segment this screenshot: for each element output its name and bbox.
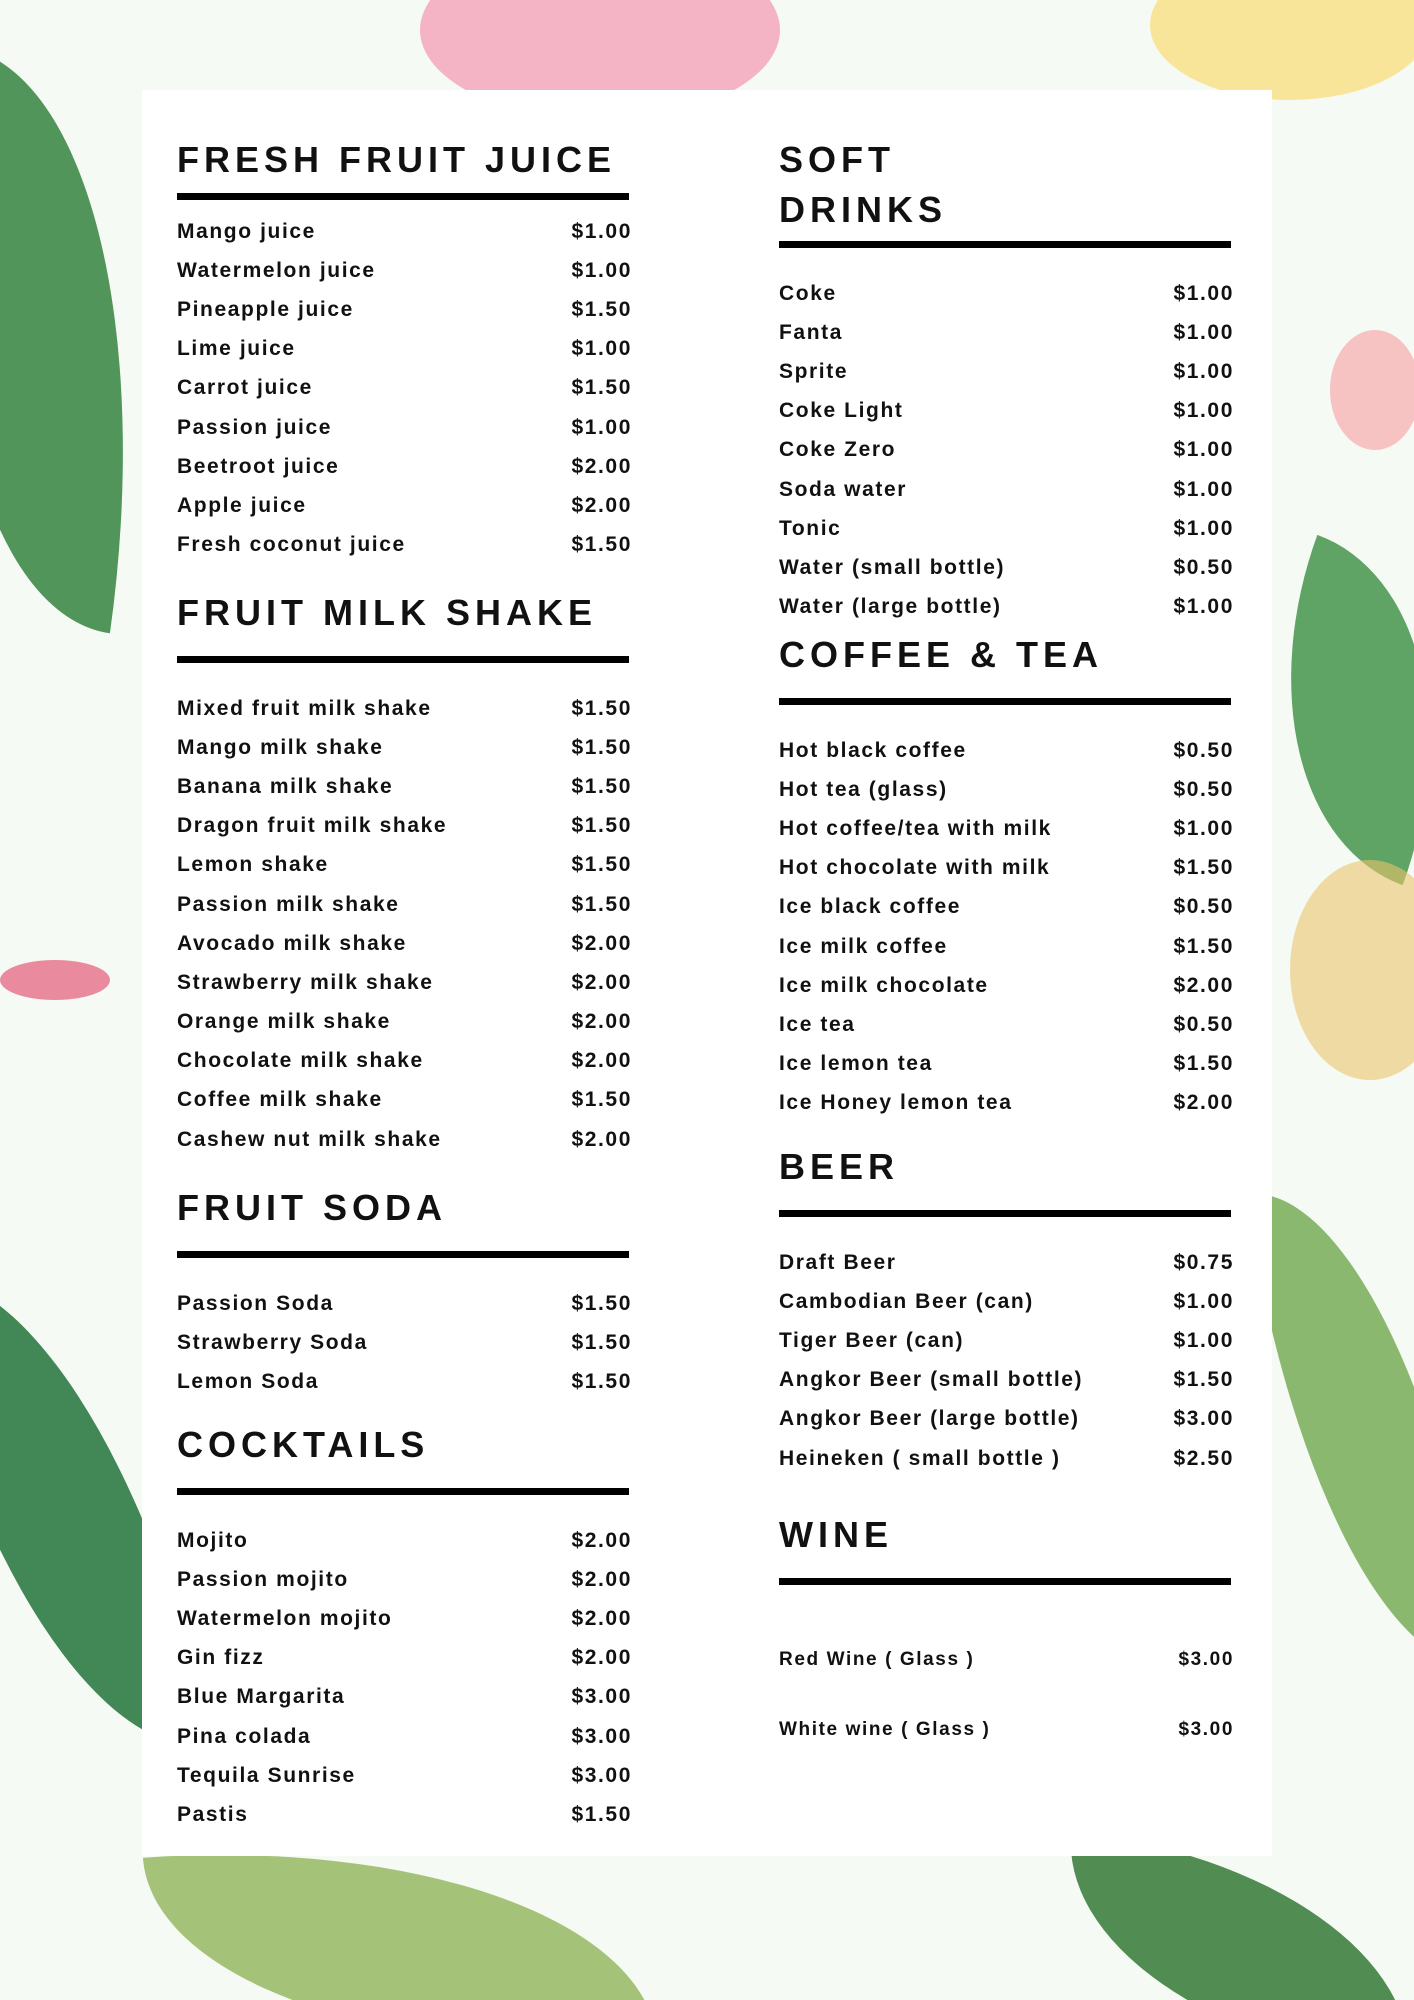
menu-item xyxy=(779,1625,1234,1695)
menu-section-fresh-fruit-juice xyxy=(177,135,632,565)
menu-item-price: $1.00 xyxy=(1173,1289,1234,1313)
menu-item-name: Dragon fruit milk shake xyxy=(177,814,448,838)
menu-item xyxy=(779,313,1234,352)
menu-item xyxy=(177,290,632,329)
menu-item-price: $1.50 xyxy=(571,533,632,557)
section-divider xyxy=(779,1578,1231,1585)
menu-item-price: $1.00 xyxy=(571,258,632,282)
menu-item-name: Heineken ( small bottle ) xyxy=(779,1446,1061,1470)
section-divider xyxy=(177,1488,629,1495)
section-divider xyxy=(177,656,629,663)
menu-item-price: $1.50 xyxy=(1173,856,1234,880)
menu-item xyxy=(177,1717,632,1756)
menu-item-price: $1.00 xyxy=(1173,816,1234,840)
menu-item-list xyxy=(177,1521,632,1835)
menu-item-name: Soda water xyxy=(779,477,908,501)
menu-item-price: $2.00 xyxy=(571,493,632,517)
menu-item xyxy=(177,846,632,885)
menu-item xyxy=(177,1560,632,1599)
menu-item-name: Lime juice xyxy=(177,337,296,361)
menu-item-name: Ice milk chocolate xyxy=(779,973,989,997)
menu-item-name: Water (small bottle) xyxy=(779,555,1006,579)
menu-item-name: Avocado milk shake xyxy=(177,931,407,955)
menu-item-price: $1.50 xyxy=(571,1291,632,1315)
menu-section-beer xyxy=(779,1142,1234,1478)
menu-item-name: Beetroot juice xyxy=(177,454,340,478)
menu-item-price: $2.00 xyxy=(1173,973,1234,997)
flower-decoration xyxy=(0,960,110,1000)
menu-item-price: $1.00 xyxy=(571,219,632,243)
menu-item xyxy=(177,1599,632,1638)
menu-item-price: $3.00 xyxy=(571,1763,632,1787)
menu-item-name: Passion mojito xyxy=(177,1567,349,1591)
menu-section-fruit-milk-shake xyxy=(177,588,632,1159)
menu-item-price: $2.50 xyxy=(1173,1446,1234,1470)
menu-card xyxy=(142,90,1272,1856)
menu-item-price: $3.00 xyxy=(571,1724,632,1748)
section-title: COFFEE & TEA xyxy=(779,634,1104,675)
menu-item-price: $2.00 xyxy=(571,1049,632,1073)
menu-item-list xyxy=(177,689,632,1159)
menu-item-price: $1.50 xyxy=(571,297,632,321)
menu-item-price: $0.50 xyxy=(1173,895,1234,919)
menu-item xyxy=(779,1361,1234,1400)
menu-item-price: $1.50 xyxy=(571,892,632,916)
menu-item-name: Fanta xyxy=(779,320,844,344)
menu-item-name: Mango juice xyxy=(177,219,316,243)
menu-item-list xyxy=(779,274,1234,627)
menu-item-price: $1.00 xyxy=(1173,399,1234,423)
menu-item-price: $0.50 xyxy=(1173,1012,1234,1036)
menu-item-name: Cambodian Beer (can) xyxy=(779,1289,1034,1313)
menu-item xyxy=(177,924,632,963)
menu-item xyxy=(779,352,1234,391)
menu-item xyxy=(177,1362,632,1401)
menu-item-price: $2.00 xyxy=(571,1606,632,1630)
section-title: WINE xyxy=(779,1514,893,1555)
menu-item-name: Angkor Beer (small bottle) xyxy=(779,1368,1084,1392)
menu-item-name: Lemon Soda xyxy=(177,1369,320,1393)
menu-item-name: Tonic xyxy=(779,516,842,540)
menu-item-price: $1.50 xyxy=(571,1369,632,1393)
menu-item xyxy=(779,274,1234,313)
menu-item-price: $1.50 xyxy=(1173,1052,1234,1076)
menu-item-price: $2.00 xyxy=(571,1646,632,1670)
menu-item-name: Tequila Sunrise xyxy=(177,1763,356,1787)
menu-item xyxy=(779,509,1234,548)
menu-item-name: Chocolate milk shake xyxy=(177,1049,424,1073)
flower-decoration xyxy=(1330,330,1414,450)
menu-item xyxy=(177,447,632,486)
menu-item-name: Coffee milk shake xyxy=(177,1088,383,1112)
menu-item-name: Mojito xyxy=(177,1528,249,1552)
menu-item xyxy=(779,392,1234,431)
menu-item-price: $0.50 xyxy=(1173,777,1234,801)
menu-item xyxy=(177,728,632,767)
menu-item xyxy=(779,1439,1234,1478)
menu-item-name: Gin fizz xyxy=(177,1646,265,1670)
menu-item-price: $2.00 xyxy=(571,1567,632,1591)
menu-item-list xyxy=(177,1284,632,1402)
menu-item-name: Apple juice xyxy=(177,493,307,517)
menu-item-name: Tiger Beer (can) xyxy=(779,1328,965,1352)
menu-item-name: Hot black coffee xyxy=(779,738,967,762)
menu-item-name: Ice tea xyxy=(779,1012,856,1036)
menu-item xyxy=(177,330,632,369)
menu-item-list xyxy=(177,212,632,565)
menu-item xyxy=(779,1695,1234,1765)
leaf-decoration xyxy=(1290,860,1414,1080)
section-divider xyxy=(779,698,1231,705)
menu-item-name: Banana milk shake xyxy=(177,774,394,798)
menu-item-price: $3.00 xyxy=(1178,1719,1234,1740)
menu-item-name: Carrot juice xyxy=(177,376,313,400)
section-divider xyxy=(779,241,1231,248)
menu-item xyxy=(779,588,1234,627)
menu-item-price: $1.50 xyxy=(1173,1368,1234,1392)
menu-item-name: Strawberry Soda xyxy=(177,1330,368,1354)
menu-item-name: Coke xyxy=(779,281,837,305)
flower-decoration xyxy=(1150,0,1414,100)
menu-item xyxy=(177,408,632,447)
menu-item-name: Strawberry milk shake xyxy=(177,970,434,994)
menu-item-name: Lemon shake xyxy=(177,853,329,877)
section-title: FRUIT MILK SHAKE xyxy=(177,592,597,633)
menu-item-name: Hot chocolate with milk xyxy=(779,856,1051,880)
menu-item-price: $1.50 xyxy=(571,774,632,798)
menu-item-price: $3.00 xyxy=(1178,1649,1234,1670)
menu-item-price: $1.50 xyxy=(571,814,632,838)
menu-item-name: Ice Honey lemon tea xyxy=(779,1091,1013,1115)
menu-item xyxy=(779,927,1234,966)
menu-item xyxy=(177,1003,632,1042)
menu-item-list xyxy=(779,1625,1234,1765)
menu-item-name: Coke Light xyxy=(779,399,904,423)
menu-item-name: Coke Zero xyxy=(779,438,897,462)
section-divider xyxy=(779,1210,1231,1217)
menu-item-name: Mango milk shake xyxy=(177,735,384,759)
menu-item-price: $2.00 xyxy=(571,1010,632,1034)
menu-item-price: $1.00 xyxy=(1173,438,1234,462)
menu-item-name: Water (large bottle) xyxy=(779,595,1002,619)
menu-item-price: $1.50 xyxy=(571,853,632,877)
menu-item xyxy=(779,1005,1234,1044)
menu-item-price: $1.00 xyxy=(1173,595,1234,619)
menu-item-name: Fresh coconut juice xyxy=(177,533,406,557)
menu-section-soft-drinks xyxy=(779,135,1234,627)
menu-item xyxy=(779,1282,1234,1321)
leaf-decoration xyxy=(1051,1832,1414,2000)
menu-item xyxy=(177,1042,632,1081)
menu-item-name: Pastis xyxy=(177,1802,249,1826)
menu-item-name: Draft Beer xyxy=(779,1250,897,1274)
menu-item-name: Watermelon mojito xyxy=(177,1606,393,1630)
menu-item-price: $2.00 xyxy=(571,454,632,478)
menu-item xyxy=(177,1120,632,1159)
menu-item xyxy=(177,1284,632,1323)
menu-item xyxy=(177,885,632,924)
menu-item-price: $2.00 xyxy=(1173,1091,1234,1115)
menu-item-price: $3.00 xyxy=(1173,1407,1234,1431)
menu-item-price: $1.00 xyxy=(571,415,632,439)
menu-item xyxy=(177,251,632,290)
menu-item xyxy=(779,431,1234,470)
menu-item xyxy=(779,849,1234,888)
menu-item-name: Ice lemon tea xyxy=(779,1052,933,1076)
menu-item xyxy=(177,1756,632,1795)
menu-item-price: $0.75 xyxy=(1173,1250,1234,1274)
menu-item xyxy=(177,526,632,565)
menu-item-price: $1.50 xyxy=(571,1802,632,1826)
menu-item xyxy=(177,767,632,806)
section-title: COCKTAILS xyxy=(177,1424,430,1465)
menu-item-price: $0.50 xyxy=(1173,738,1234,762)
menu-item xyxy=(779,731,1234,770)
menu-item-price: $2.00 xyxy=(571,970,632,994)
menu-item-price: $1.00 xyxy=(571,337,632,361)
menu-item xyxy=(779,1084,1234,1123)
menu-item-price: $1.00 xyxy=(1173,281,1234,305)
menu-item-name: Passion juice xyxy=(177,415,333,439)
menu-item xyxy=(177,1678,632,1717)
menu-item xyxy=(177,1081,632,1120)
menu-item-price: $1.00 xyxy=(1173,516,1234,540)
menu-item-price: $1.50 xyxy=(1173,934,1234,958)
menu-item-name: Ice milk coffee xyxy=(779,934,948,958)
menu-item-name: Watermelon juice xyxy=(177,258,376,282)
menu-item-name: Angkor Beer (large bottle) xyxy=(779,1407,1080,1431)
menu-item xyxy=(177,486,632,525)
menu-item xyxy=(177,689,632,728)
menu-item xyxy=(177,807,632,846)
section-title: FRUIT SODA xyxy=(177,1187,447,1228)
section-title: FRESH FRUIT JUICE xyxy=(177,139,617,180)
menu-item-list xyxy=(779,731,1234,1123)
menu-item xyxy=(779,1321,1234,1360)
menu-section-coffee-tea xyxy=(779,630,1234,1123)
menu-item-price: $1.00 xyxy=(1173,320,1234,344)
section-divider xyxy=(177,1251,629,1258)
menu-item-list xyxy=(779,1243,1234,1478)
menu-item xyxy=(779,548,1234,587)
section-title: SOFT DRINKS xyxy=(779,139,948,230)
menu-item xyxy=(779,1243,1234,1282)
menu-item xyxy=(779,888,1234,927)
menu-item-name: Hot tea (glass) xyxy=(779,777,948,801)
menu-section-wine xyxy=(779,1510,1234,1765)
menu-item-price: $1.00 xyxy=(1173,359,1234,383)
menu-item-name: Pineapple juice xyxy=(177,297,354,321)
menu-item-price: $0.50 xyxy=(1173,555,1234,579)
menu-item-name: Cashew nut milk shake xyxy=(177,1127,442,1151)
menu-item-price: $2.00 xyxy=(571,1528,632,1552)
menu-item xyxy=(177,1639,632,1678)
menu-item xyxy=(177,1521,632,1560)
menu-item xyxy=(177,1795,632,1834)
menu-section-fruit-soda xyxy=(177,1183,632,1402)
menu-item-price: $1.50 xyxy=(571,696,632,720)
menu-item-name: Mixed fruit milk shake xyxy=(177,696,432,720)
section-divider xyxy=(177,193,629,200)
menu-item-name: Sprite xyxy=(779,359,849,383)
menu-item-price: $1.00 xyxy=(1173,1328,1234,1352)
menu-item xyxy=(177,1323,632,1362)
menu-item-price: $1.00 xyxy=(1173,477,1234,501)
menu-item-name: Passion Soda xyxy=(177,1291,334,1315)
menu-item xyxy=(779,966,1234,1005)
menu-item-name: Pina colada xyxy=(177,1724,312,1748)
menu-section-cocktails xyxy=(177,1420,632,1835)
menu-item-name: Passion milk shake xyxy=(177,892,400,916)
menu-item-name: Red Wine ( Glass ) xyxy=(779,1649,975,1670)
menu-item xyxy=(779,770,1234,809)
menu-item xyxy=(177,212,632,251)
menu-item xyxy=(779,809,1234,848)
menu-item xyxy=(177,369,632,408)
section-title: BEER xyxy=(779,1146,900,1187)
menu-item-price: $1.50 xyxy=(571,1088,632,1112)
menu-item-price: $1.50 xyxy=(571,376,632,400)
menu-item-price: $2.00 xyxy=(571,1127,632,1151)
menu-item-price: $3.00 xyxy=(571,1685,632,1709)
menu-item xyxy=(779,470,1234,509)
menu-item-name: Ice black coffee xyxy=(779,895,962,919)
menu-item-name: Orange milk shake xyxy=(177,1010,391,1034)
menu-item-name: Hot coffee/tea with milk xyxy=(779,816,1052,840)
menu-item-price: $1.50 xyxy=(571,735,632,759)
menu-item-price: $2.00 xyxy=(571,931,632,955)
menu-item-name: White wine ( Glass ) xyxy=(779,1719,991,1740)
menu-item xyxy=(779,1400,1234,1439)
menu-item xyxy=(177,963,632,1002)
menu-item-name: Blue Margarita xyxy=(177,1685,346,1709)
menu-item-price: $1.50 xyxy=(571,1330,632,1354)
menu-item xyxy=(779,1045,1234,1084)
